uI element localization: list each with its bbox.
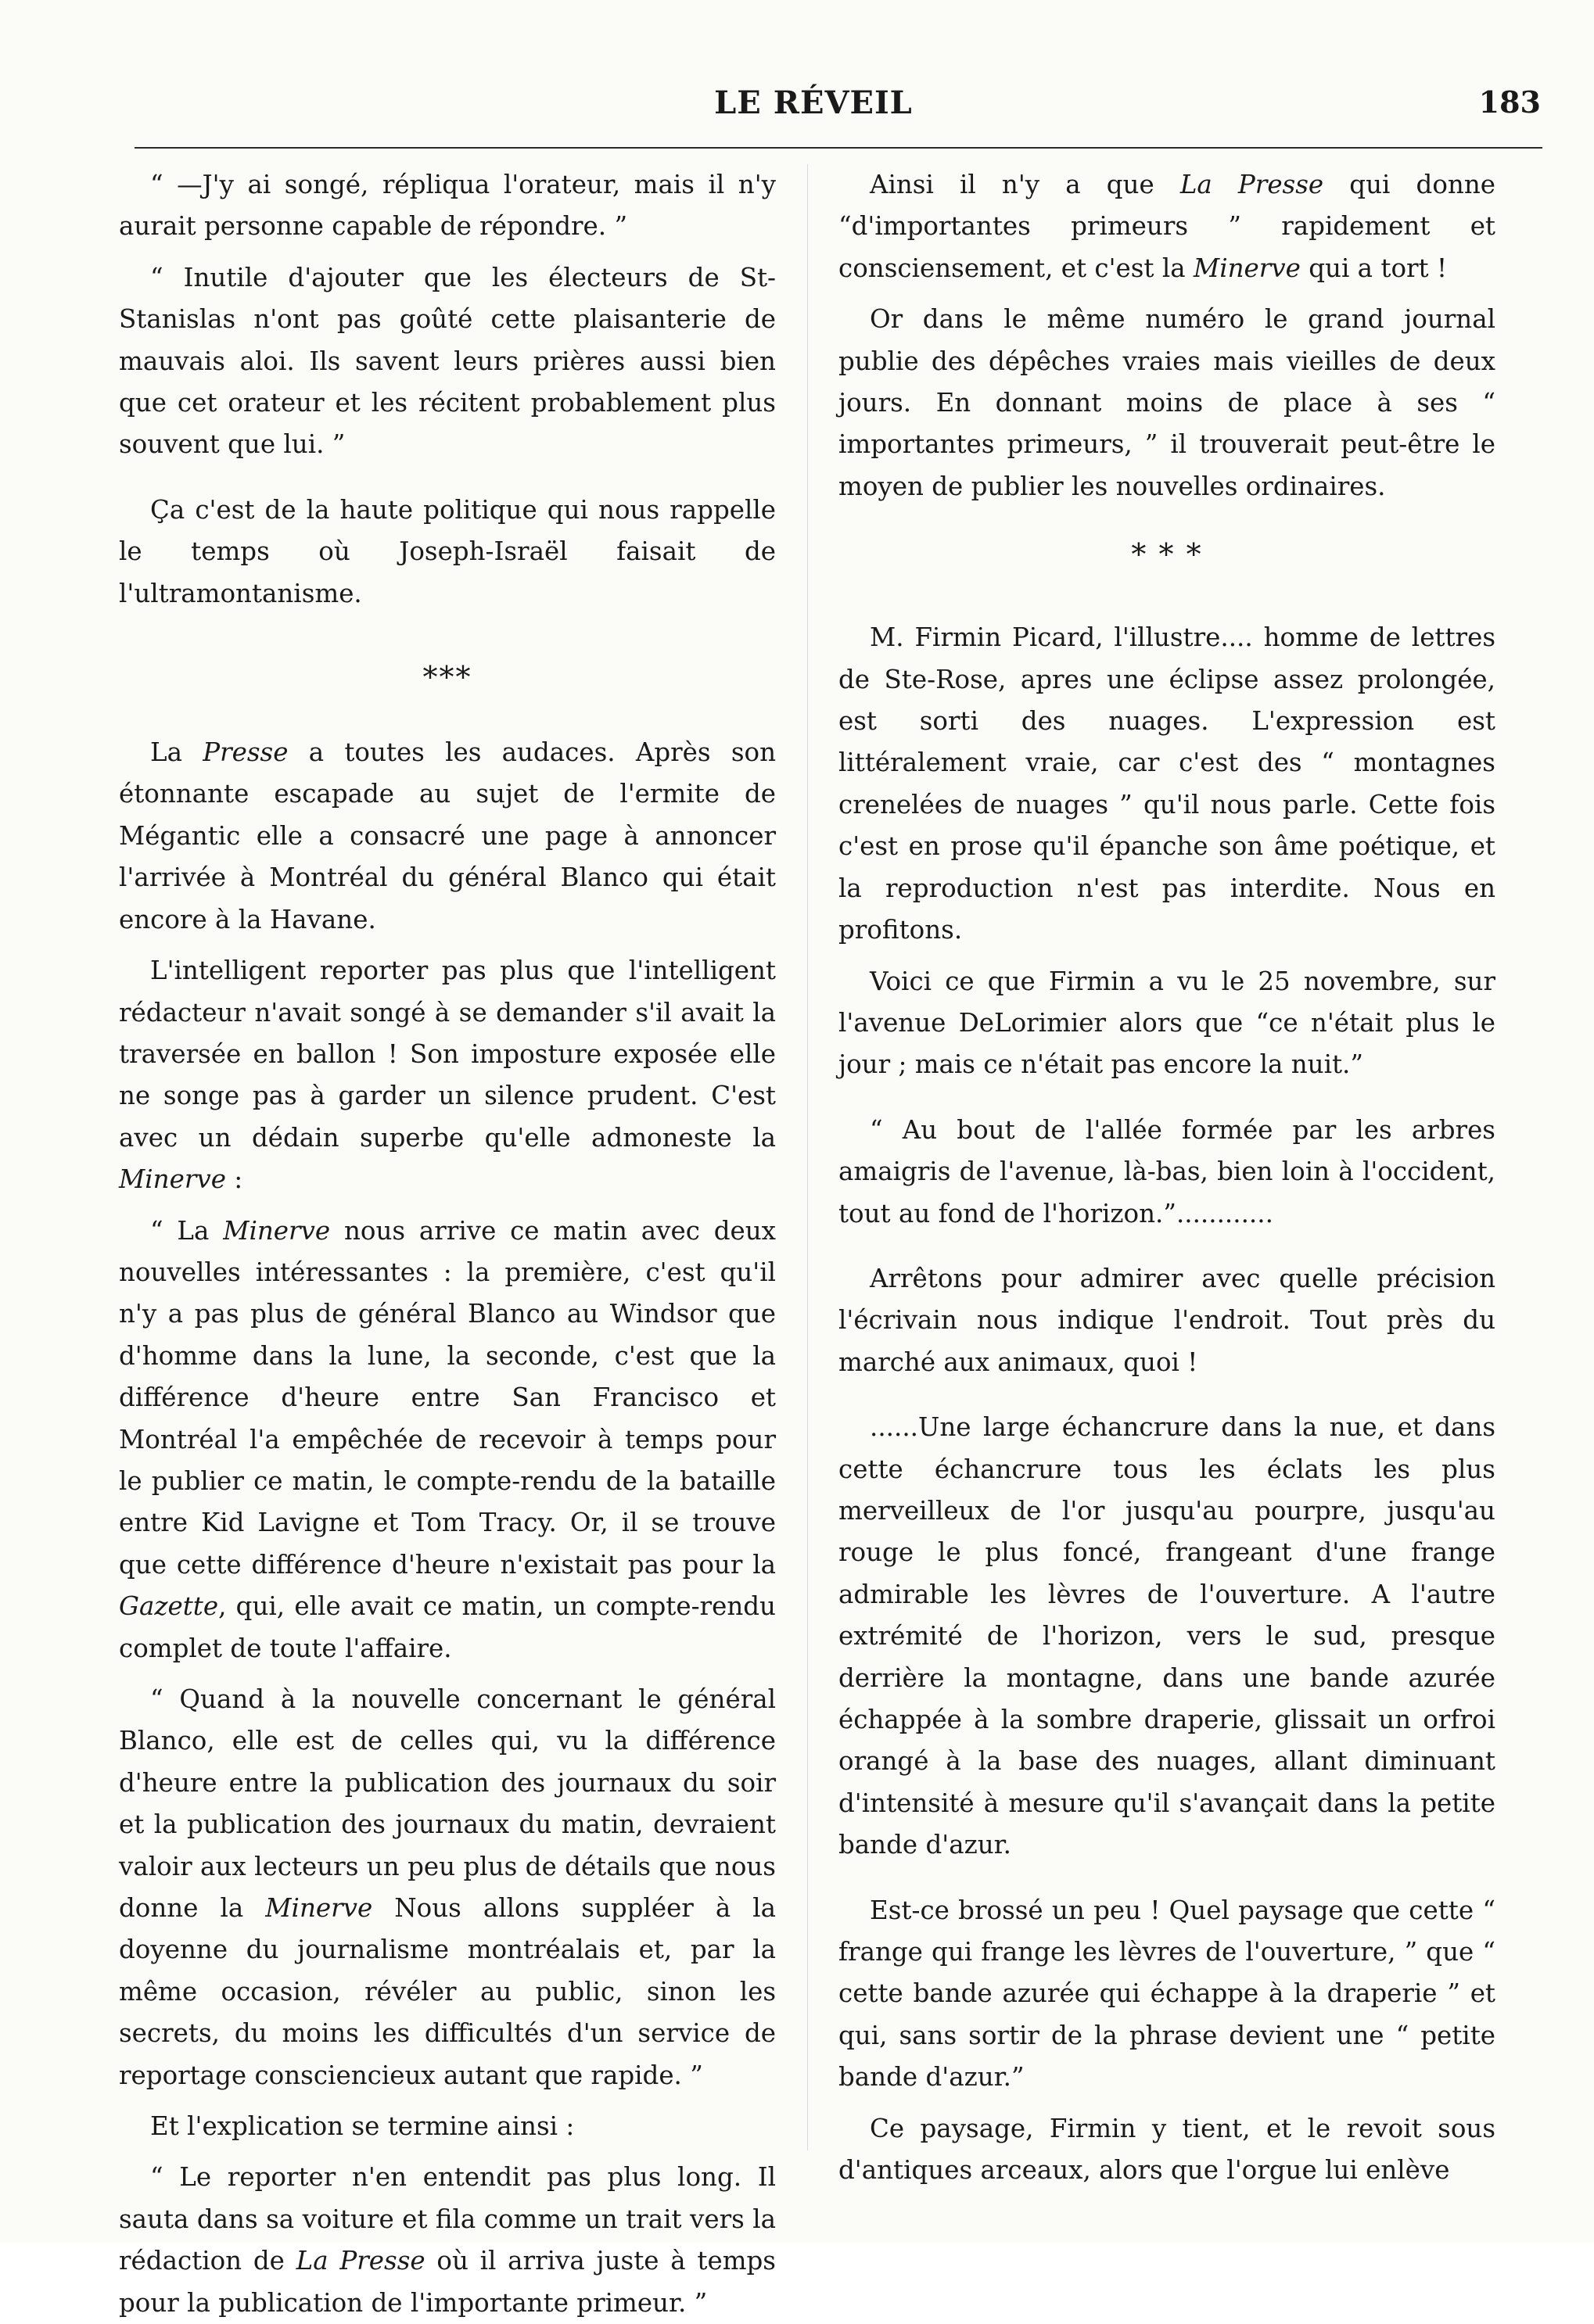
page-header — [86, 84, 1541, 131]
header-rule — [135, 147, 1542, 149]
paragraph: Or dans le même numéro le grand journal publie des dépêches vraies mais vieilles de deux jours. En donnant moins de place à ses “ importantes primeurs, ” il trouverait peut-être le moyen de publier les nouvelles ordinaires. — [838, 304, 1495, 501]
quote-paragraph: “ La Minerve nous arrive ce matin avec deux nouvelles intéressantes : la première, c'est qu'il n'y a pas plus de général Blanco au Windsor que d'homme dans la lune, la seconde, c'est que la différence d'heure entre San Francisco et Montréal l'a empêchée de recevoir à temps pour le publier ce matin, le compte-rendu de la bataille entre Kid Lavigne et Tom Tracy. Or, il se trouve que cette différence d'heure n'existait pas pour la Gazette, qui, elle avait ce matin, un compte-rendu complet de toute l'affaire. — [119, 1215, 776, 1663]
paragraph: Et l'explication se termine ainsi : — [150, 2111, 575, 2142]
section-separator: *** — [422, 660, 472, 695]
paragraph: Ça c'est de la haute politique qui nous rappelle le temps où Joseph-Israël faisait de l'ultramontanisme. — [119, 494, 776, 608]
quote-paragraph: ......Une large échancrure dans la nue, et dans cette échancrure tous les éclats les plus merveilleux de l'or jusqu'au pourpre, jusqu'au rouge le plus foncé, frangeant d'une frange admirable les lèvres de l'ouverture. A l'autre extrémité de l'horizon, vers le sud, presque derrière la montagne, dans une bande azurée échappée à la sombre draperie, glissait un orfroi orangé à la base des nuages, allant diminuant d'intensité à mesure qu'il s'avançait dans la petite bande d'azur. — [838, 1412, 1495, 1860]
quote-paragraph: “ Quand à la nouvelle concernant le général Blanco, elle est de celles qui, vu la différence d'heure entre la publication des journaux du soir et la publication des journaux du matin, devraient valoir aux lecteurs un peu plus de détails que nous donne la Minerve Nous allons suppléer à la doyenne du journalisme montréalais et, par la même occasion, révéler au public, sinon les secrets, du moins les difficultés d'un service de reportage consciencieux autant que rapide. ” — [119, 1684, 776, 2090]
paragraph: L'intelligent reporter pas plus que l'intelligent rédacteur n'avait songé à se demander s'il avait la traversée en ballon ! Son imposture exposée elle ne songe pas à garder un silence prudent. C'est avec un dédain superbe qu'elle admoneste la Minerve : — [119, 956, 776, 1195]
paragraph: Est-ce brossé un peu ! Quel paysage que cette “ frange qui frange les lèvres de l'ouverture, ” que “ cette bande azurée qui échappe à la draperie ” et qui, sans sortir de la phrase devient une “ petite bande d'azur.” — [838, 1895, 1495, 2093]
quote-paragraph: “ Le reporter n'en entendit pas plus long. Il sauta dans sa voiture et fila comme un trait vers la rédaction de La Presse où il arriva juste à temps pour la publication de l'importante primeur. ” — [119, 2162, 776, 2318]
paragraph: Voici ce que Firmin a vu le 25 novembre, sur l'avenue DeLorimier alors que “ce n'était plus le jour ; mais ce n'était pas encore la nuit.” — [838, 966, 1495, 1080]
right-column — [838, 164, 1495, 2186]
paragraph: “ —J'y ai songé, répliqua l'orateur, mais il n'y aurait personne capable de répondre. ” — [119, 170, 776, 242]
column-divider — [807, 164, 808, 2150]
section-separator: * * * — [1131, 537, 1203, 572]
paragraph: M. Firmin Picard, l'illustre.... homme de lettres de Ste-Rose, apres une éclipse assez prolongée, est sorti des nuages. L'expression est littéralement vraie, car c'est des “ montagnes crenelées de nuages ” qu'il nous parle. Cette fois c'est en prose qu'il épanche son âme poétique, et la reproduction n'est pas interdite. Nous en profitons. — [838, 622, 1495, 945]
paragraph: Ce paysage, Firmin y tient, et le revoit sous d'antiques arceaux, alors que l'orgue lui enlève — [838, 2113, 1495, 2186]
page-title: LE RÉVEIL — [714, 84, 913, 121]
page-number: 183 — [1478, 84, 1541, 120]
paragraph: Arrêtons pour admirer avec quelle précision l'écrivain nous indique l'endroit. Tout près du marché aux animaux, quoi ! — [838, 1263, 1495, 1377]
left-column — [119, 164, 777, 2318]
paragraph: “ Inutile d'ajouter que les électeurs de St-Stanislas n'ont pas goûté cette plaisanterie de mauvais aloi. Ils savent leurs prières aussi bien que cet orateur et les récitent probablement plus souvent que lui. ” — [119, 262, 776, 460]
paragraph: La Presse a toutes les audaces. Après son étonnante escapade au sujet de l'ermite de Mégantic elle a consacré une page à annoncer l'arrivée à Montréal du général Blanco qui était encore à la Havane. — [119, 737, 777, 934]
quote-paragraph: “ Au bout de l'allée formée par les arbres amaigris de l'avenue, là-bas, bien loin à l'occident, tout au fond de l'horizon.”............ — [838, 1114, 1495, 1228]
paragraph: Ainsi il n'y a que La Presse qui donne “d'importantes primeurs ” rapidement et consciensement, et c'est la Minerve qui a tort ! — [838, 170, 1495, 283]
